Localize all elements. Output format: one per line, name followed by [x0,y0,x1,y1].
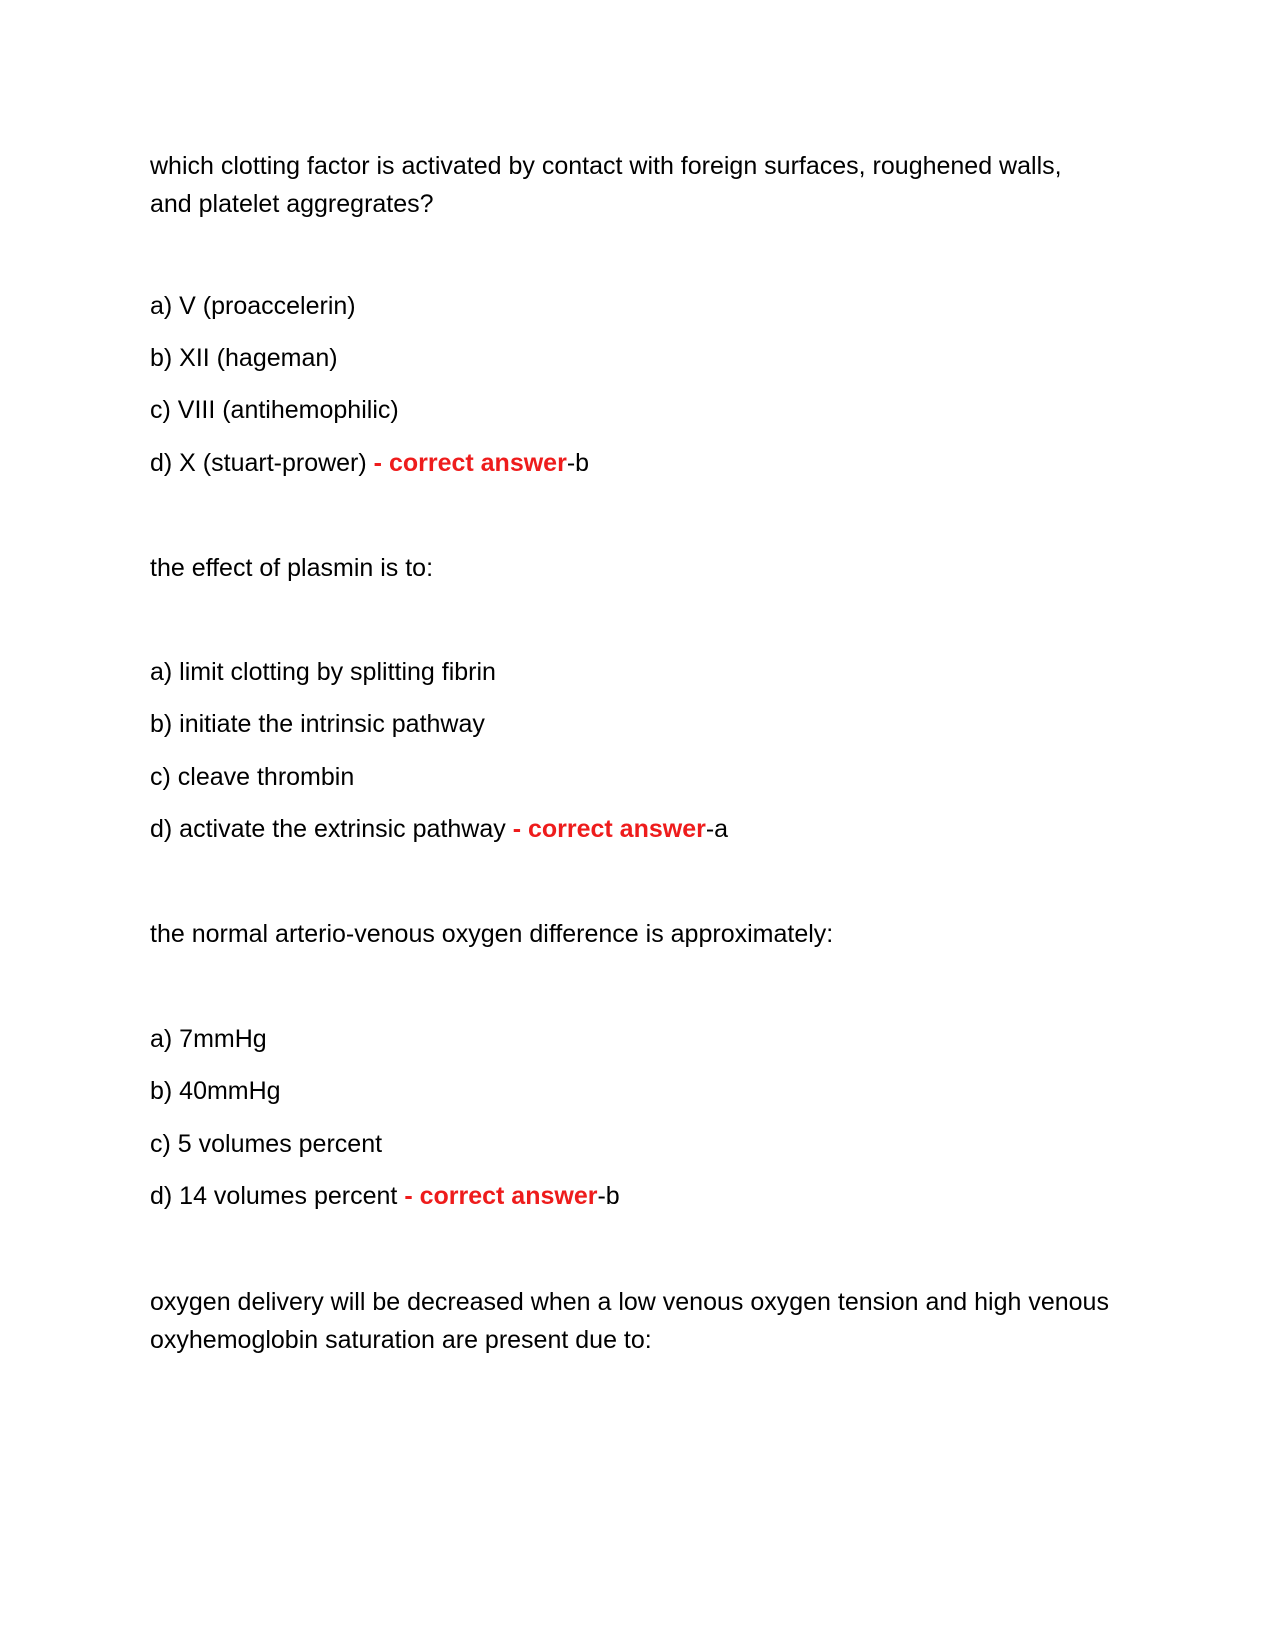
question-1-option-a: a) V (proaccelerin) [150,292,356,320]
question-2-option-d-line [150,813,728,845]
question-2-answer-marker: - correct answer [512,815,706,843]
question-2-option-d: d) activate the extrinsic pathway [150,815,506,843]
question-3-option-c: c) 5 volumes percent [150,1130,383,1158]
question-4-prompt: oxygen delivery will be decreased when a low venous oxygen tension and high venous oxyhemoglobin saturation are present due to: [150,1288,1109,1354]
question-3-option-d: d) 14 volumes percent [150,1182,398,1210]
question-1-option-b: b) XII (hageman) [150,344,338,372]
question-3-option-b: b) 40mmHg [150,1077,281,1105]
question-1-prompt: which clotting factor is activated by contact with foreign surfaces, roughened walls, and platelet aggregrates? [150,152,1062,218]
question-3-option-a: a) 7mmHg [150,1025,267,1053]
question-2-option-a: a) limit clotting by splitting fibrin [150,658,496,686]
question-1-answer: -b [566,449,590,477]
question-1-option-c: c) VIII (antihemophilic) [150,396,399,424]
question-1-answer-marker: - correct answer [373,449,567,477]
question-3-option-d-line [150,1180,620,1212]
question-3-answer-marker: - correct answer [404,1182,598,1210]
question-3-prompt: the normal arterio-venous oxygen difference is approximately: [150,920,834,948]
question-2-option-b: b) initiate the intrinsic pathway [150,710,485,738]
question-1-option-d: d) X (stuart-prower) [150,449,367,477]
question-2-prompt: the effect of plasmin is to: [150,554,434,582]
question-3-answer: -b [597,1182,620,1210]
question-2-answer: -a [705,815,729,843]
question-1-option-d-line [150,447,589,479]
question-2-option-c: c) cleave thrombin [150,763,355,791]
